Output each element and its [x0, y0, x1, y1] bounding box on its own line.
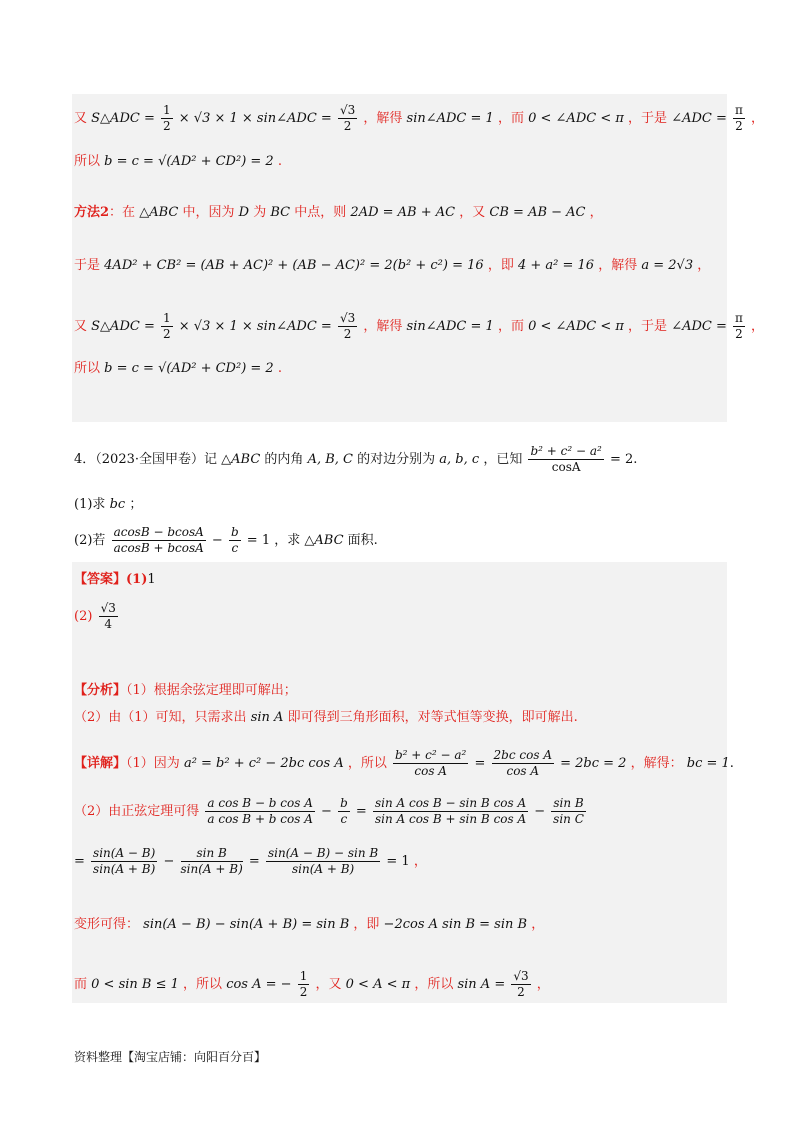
problem-statement: 4．（2023·全国甲卷）记 △ABC 的内角 A, B, C 的对边分别为 a, b, c ，已知 $\frac{\text{b² + c² − a²}}{\cos A}$ = 2. — [74, 444, 638, 474]
fraction-pi-half: $\frac{\pi}{2}$ — [735, 103, 743, 133]
area-line-2: 又 S△ADC = $\frac{1}{2}$ × √3 × 1 × sin∠ADC = $\frac{√3}{2}$ ，解得 sin∠ADC = 1 ，而 0 < ∠ADC < π ，于是 ∠ADC = $\frac{\pi}{2}$ ， — [74, 311, 765, 341]
analysis-line-1: 【分析】（1）根据余弦定理即可解出； — [74, 683, 297, 698]
detail-line-4: 变形可得： sin(A − B) − sin(A + B) = sin B ，即 −2cos A sin B = sin B ， — [74, 917, 545, 932]
method2-line: 方法2：在 △ABC 中，因为 D 为 BC 中点，则 2AD = AB + AC ，又 CB = AB − AC ， — [74, 205, 603, 220]
area-line-1: 又 S△ADC = $\frac{1}{2}$ × √3 × 1 × sin∠ADC = $\frac{√3}{2}$ ，解得 sin∠ADC = 1 ，而 0 < ∠ADC < π ，于是 ∠ADC = $\frac{\pi}{2}$ ， — [74, 103, 765, 133]
detail-line-1: 【详解】（1）因为 a² = b² + c² − 2bc cos A ，所以 $\frac{\text{b² + c² − a²}}{\text{cos A}}$ = $\frac{\text{2bc cos A}}{\text{cos A}}$ = 2bc = 2 ，解得： bc = 1. — [74, 748, 734, 778]
solution-box-bottom — [72, 562, 727, 1003]
question-1: (1)求 bc ； — [74, 497, 143, 512]
result-line-1: 所以 b = c = √(AD² + CD²) = 2 . — [74, 154, 282, 169]
result-line-2: 所以 b = c = √(AD² + CD²) = 2 . — [74, 361, 282, 376]
detail-line-2: （2）由正弦定理可得 $\frac{\text{a cos B − b cos A}}{\text{a cos B + b cos A}}$ − $\frac{b}{c}$ = $\frac{\text{sin A cos B − sin B cos A}}{\text{sin A cos B + sin B cos A}}$ − $\frac{\text{sin B}}{\text{sin C}}$ — [74, 796, 584, 826]
detail-line-5: 而 0 < sin B ≤ 1 ，所以 cos A = − $\frac{1}{2}$ ，又 0 < A < π ，所以 sin A = $\frac{√3}{2}$ ， — [74, 969, 550, 999]
fraction-half: $\frac{1}{2}$ — [162, 103, 171, 133]
analysis-line-2: （2）由（1）可知，只需求出 sin A 即可得到三角形面积，对等式恒等变换，即可解出. — [74, 710, 578, 725]
detail-line-3: = $\frac{\sin(A - B)}{\sin(A + B)}$ − $\frac{\text{sin B}}{\sin(A + B)}$ = $\frac{\text{sin(A − B) − sin B}}{\sin(A + B)}$ = 1 ， — [74, 846, 427, 876]
answer-line-1: 【答案】(1)1 — [74, 572, 156, 587]
page-footer: 资料整理【淘宝店铺：向阳百分百】 — [74, 1050, 267, 1064]
question-2: (2)若 $\frac{acosB - bcosA}{acosB + bcosA}$ − $\frac{b}{c}$ = 1 ，求 △ABC 面积. — [74, 525, 378, 555]
method2-line-2: 于是 4AD² + CB² = (AB + AC)² + (AB − AC)² = 2(b² + c²) = 16 ，即 4 + a² = 16 ，解得 a = 2√3 ， — [74, 258, 711, 273]
answer-line-2: (2) $\frac{√3}{4}$ — [74, 601, 116, 631]
fraction-sqrt3-half: $\frac{√3}{2}$ — [339, 103, 356, 133]
